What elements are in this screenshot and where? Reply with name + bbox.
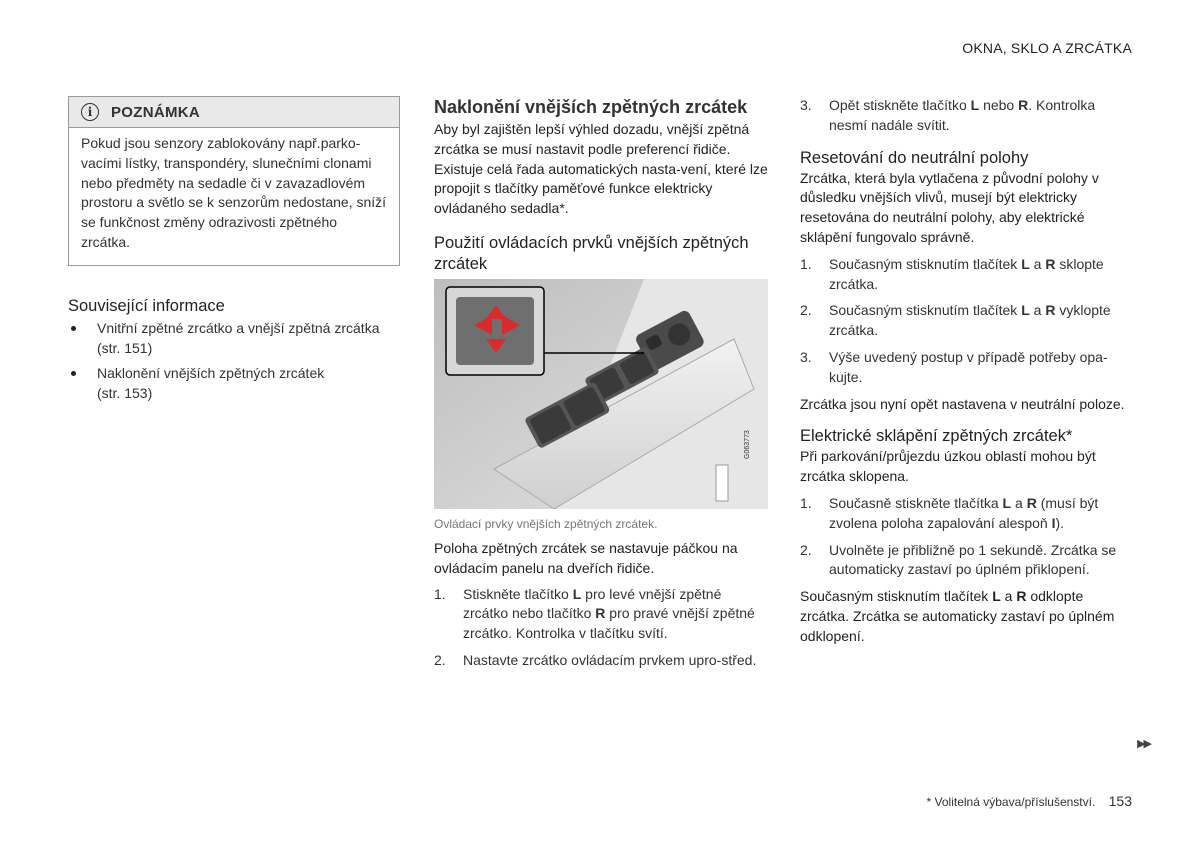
step-number: 1.	[800, 255, 812, 272]
left-column	[68, 96, 400, 410]
related-list	[68, 319, 400, 404]
info-icon: i	[81, 103, 99, 121]
fold-steps	[800, 494, 1132, 580]
step-text: . Kontrolka nesmí nadále svítit.	[829, 97, 1096, 133]
ignition-position-label: I	[1051, 514, 1056, 531]
step-text: pro levé vnější zpětné zrcátko nebo tlačítko	[463, 585, 722, 622]
section-heading: Naklonění vnějších zpětných zrcátek	[434, 97, 748, 117]
step-number: 2.	[800, 541, 812, 558]
button-r-label: R	[1016, 588, 1027, 605]
steps-list	[434, 585, 768, 671]
step-item	[800, 301, 1132, 341]
related-item-text: Vnitřní zpětné zrcátko a vnější zpětná zrcátka	[97, 319, 380, 336]
related-heading: Související informace	[68, 296, 225, 315]
step-text: Stiskněte tlačítko	[463, 585, 573, 602]
step-item	[800, 494, 1132, 534]
fold-heading: Elektrické sklápění zpětných zrcátek*	[800, 427, 1073, 446]
related-item-text: Naklonění vnějších zpětných zrcátek	[97, 365, 325, 382]
button-r-label: R	[1045, 255, 1056, 272]
button-l-label: L	[1021, 255, 1030, 272]
button-r-label: R	[595, 605, 606, 622]
step-number: 2.	[434, 651, 446, 668]
fold-paragraph: Při parkování/průjezdu úzkou oblastí mohou být zrcátka sklopena.	[800, 448, 1096, 485]
figure-code: G063773	[744, 430, 751, 459]
fold-result-text: a	[1000, 588, 1017, 605]
step-text: sklopte zrcátka.	[829, 255, 1104, 292]
related-item[interactable]	[68, 319, 400, 359]
step-text: vyklopte zrcátka.	[829, 302, 1111, 339]
step-number: 1.	[434, 585, 446, 602]
note-box	[68, 96, 400, 266]
middle-column	[434, 96, 768, 678]
step-text: Výše uvedený postup v případě potřeby opa-kujte.	[829, 348, 1108, 385]
button-l-label: L	[970, 97, 980, 113]
button-l-label: L	[1002, 494, 1012, 511]
step-text: pro pravé vnější zpětné zrcátko. Kontrolka v tlačítku svítí.	[463, 605, 755, 642]
step-text: Opět stiskněte tlačítko	[829, 97, 971, 113]
step-text: ).	[1055, 514, 1065, 531]
button-r-label: R	[1018, 97, 1029, 113]
step-item	[800, 255, 1132, 295]
fold-result-text: Současným stisknutím tlačítek	[800, 588, 993, 605]
step-text: a	[1029, 302, 1046, 319]
fold-result	[800, 587, 1132, 646]
step-text: (musí být zvolena poloha zapalování alespoň	[829, 494, 1099, 531]
note-body: Pokud jsou senzory zablokovány např.parko-vacími lístky, transpondéry, slunečními clonami nebo předměty na sedadle či v zavazadlovém prostoru a světlo se k senzorům nedostane, sníží se funkčnost změny odrazivosti zpětného zrcátka.	[81, 135, 387, 250]
related-item-ref: (str. 151)	[97, 339, 153, 356]
figure-caption: Ovládací prvky vnějších zpětných zrcátek.	[434, 516, 658, 531]
step-item	[800, 96, 1132, 136]
footnote: * Volitelná výbava/příslušenství.	[926, 795, 1096, 809]
step-number: 1.	[800, 494, 812, 511]
button-r-label: R	[1026, 494, 1037, 511]
position-paragraph: Poloha zpětných zrcátek se nastavuje páčkou na ovládacím panelu na dveřích řidiče.	[434, 539, 738, 576]
button-l-label: L	[992, 588, 1001, 605]
step-text: Nastavte zrcátko ovládacím prvkem upro-střed.	[463, 651, 757, 668]
intro-paragraph: Aby byl zajištěn lepší výhled dozadu, vnější zpětná zrcátka se musí nastavit podle preferencí řidiče. Existuje celá řada automatických nasta-vení, které lze propojit s tlačítky paměťové funkce elektricky ovládaného sedadla*.	[434, 121, 768, 217]
reset-result: Zrcátka jsou nyní opět nastavena v neutrální poloze.	[800, 395, 1125, 412]
step-text: Současným stisknutím tlačítek	[829, 302, 1022, 319]
step-item	[434, 651, 768, 671]
page-footer	[927, 793, 1132, 809]
subheading: Použití ovládacích prvků vnějších zpětných zrcátek	[434, 233, 749, 273]
note-title: POZNÁMKA	[111, 103, 201, 121]
mirror-controls-figure	[434, 279, 768, 509]
button-r-label: R	[1045, 302, 1056, 319]
step-number: 2.	[800, 302, 812, 319]
right-column	[800, 96, 1132, 647]
steps-list-continued	[800, 96, 1132, 136]
door-panel-illustration	[434, 279, 768, 509]
step-text: Současně stiskněte tlačítka	[829, 494, 1003, 511]
step-text: a	[1029, 255, 1046, 272]
step-text: a	[1011, 494, 1027, 511]
reset-heading: Resetování do neutrální polohy	[800, 148, 1029, 167]
step-text: Uvolněte je přibližně po 1 sekundě. Zrcátka se automaticky zastaví po úplném přiklopení.	[829, 541, 1117, 578]
button-l-label: L	[572, 585, 582, 602]
section-title: OKNA, SKLO A ZRCÁTKA	[962, 40, 1132, 56]
step-text: Současným stisknutím tlačítek	[829, 255, 1022, 272]
related-item-ref: (str. 153)	[97, 385, 153, 402]
step-item	[434, 585, 768, 644]
step-item	[800, 348, 1132, 388]
button-l-label: L	[1021, 302, 1030, 319]
page-number: 153	[1108, 793, 1132, 809]
related-item[interactable]	[68, 364, 400, 404]
note-header	[69, 97, 399, 128]
step-number: 3.	[800, 348, 812, 365]
fold-result-text: odklopte zrcátka. Zrcátka se automaticky zastaví po úplném odklopení.	[800, 588, 1115, 644]
step-text: nebo	[979, 97, 1019, 113]
step-number: 3.	[800, 97, 812, 113]
reset-steps	[800, 255, 1132, 388]
reset-paragraph: Zrcátka, která byla vytlačena z původní polohy v důsledku vnějších vlivů, musejí být elektricky resetována do neutrální polohy, aby elektrické sklápění fungovalo správně.	[800, 169, 1099, 245]
continue-arrows-icon: ▶▶	[1137, 738, 1150, 750]
step-item	[800, 541, 1132, 581]
